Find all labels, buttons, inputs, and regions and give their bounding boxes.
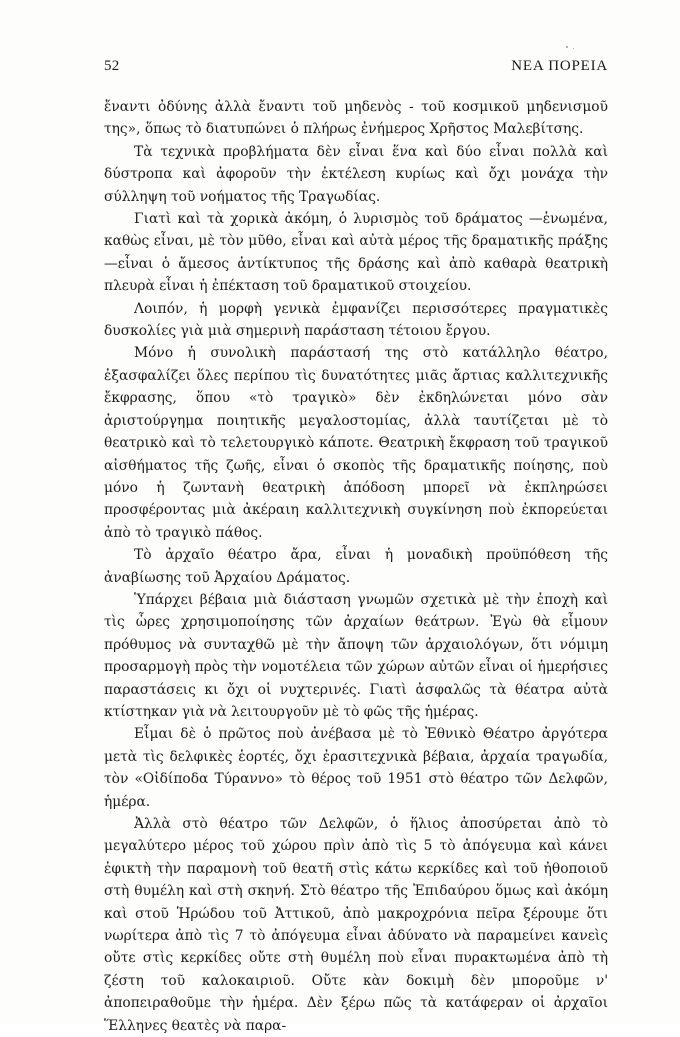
running-title: ΝΕΑ ΠΟΡΕΙΑ — [511, 58, 608, 74]
body-text — [104, 96, 608, 1037]
paragraph: Εἶμαι δὲ ὁ πρῶτος ποὺ ἀνέβασα μὲ τὸ Ἐθνικὸ Θέατρο ἀργότερα μετὰ τὶς δελφικὲς ἑορτές, ὄχι ἐρασιτεχνικὰ βέβαια, ἀρχαία τραγωδία, τὸν «Οἰδίποδα Τύραννο» τὸ θέρος τοῦ 1951 στὸ θέατρο τῶν Δελφῶν, ἡμέρα. — [104, 726, 608, 810]
page-header — [104, 58, 608, 82]
paragraph: Γιατὶ καὶ τὰ χορικὰ ἀκόμη, ὁ λυρισμὸς τοῦ δράματος —ἑνωμένα, καθὼς εἶναι, μὲ τὸν μῦθο, εἶναι καὶ αὐτὰ μέρος τῆς δραματικῆς πράξης —εἶναι ὁ ἄμεσος ἀντίκτυπος τῆς δράσης καὶ ἀπὸ καθαρὰ θεατρικὴ πλευρὰ εἶναι ἡ ἐπέκταση τοῦ δραματικοῦ στοιχείου. — [104, 211, 608, 295]
paragraph: Τὰ τεχνικὰ προβλήματα δὲν εἶναι ἕνα καὶ δύο εἶναι πολλὰ καὶ δύστροπα καὶ ἀφοροῦν τὴν ἐκτέλεση κυρίως καὶ ὄχι μονάχα τὴν σύλληψη τοῦ νοήματος τῆς Τραγωδίας. — [104, 143, 608, 205]
paragraph: ἔναντι ὀδύνης ἀλλὰ ἔναντι τοῦ μηδενὸς - τοῦ κοσμικοῦ μηδενισμοῦ της», ὅπως τὸ διατυπώνει ὁ πλήρως ἐνήμερος Χρῆστος Μαλεβίτσης. — [104, 99, 608, 138]
scan-speck — [573, 48, 574, 49]
scan-speck — [566, 46, 568, 48]
paragraph: Ὑπάρχει βέβαια μιὰ διάσταση γνωμῶν σχετικὰ μὲ τὴν ἐποχὴ καὶ τὶς ὧρες χρησιμοποίησης τῶν ἀρχαίων θεάτρων. Ἐγὼ θὰ εἶμουν πρόθυμος νὰ συνταχθῶ μὲ τὴν ἄποψη τῶν ἀρχαιολόγων, ὅτι νόμιμη προσαρμογὴ πρὸς τὴν νομοτέλεια τῶν χώρων αὐτῶν εἶναι οἱ ἡμερήσιες παραστάσεις κι ὄχι οἱ νυχτερινές. Γιατὶ ἀσφαλῶς τὰ θέατρα αὐτὰ κτίστηκαν γιὰ νὰ λειτουργοῦν μὲ τὸ φῶς τῆς ἡμέρας. — [104, 591, 608, 720]
paragraph: Ἀλλὰ στὸ θέατρο τῶν Δελφῶν, ὁ ἥλιος ἀποσύρεται ἀπὸ τὸ μεγαλύτερο μέρος τοῦ χώρου πρὶν ἀπὸ τὶς 5 τὸ ἀπόγευμα καὶ κάνει ἐφικτὴ τὴν παραμονὴ τοῦ θεατῆ στὶς κάτω κερκίδες καὶ τοῦ ἠθοποιοῦ στὴ θυμέλη καὶ στὴ σκηνή. Στὸ θέατρο τῆς Ἐπιδαύρου ὅμως καὶ ἀκόμη καὶ στοῦ Ἡρώδου τοῦ Ἀττικοῦ, ἀπὸ μακροχρόνια πεῖρα ξέρουμε ὅτι νωρίτερα ἀπὸ τὶς 7 τὸ ἀπόγευμα εἶναι ἀδύνατο νὰ παραμείνει κανεὶς οὔτε στὶς κερκίδες οὔτε στὴ θυμέλη ποὺ εἶναι πυρακτωμένα ἀπὸ τὴ ζέστη τοῦ καλοκαιριοῦ. Οὔτε κὰν δοκιμὴ δὲν μποροῦμε ν' ἀποπειραθοῦμε τὴν ἡμέρα. Δὲν ξέρω πῶς τὰ κατάφεραν οἱ ἀρχαῖοι Ἕλληνες θεατὲς νὰ παρα- — [104, 816, 608, 1034]
paragraph: Μόνο ἡ συνολικὴ παράστασή της στὸ κατάλληλο θέατρο, ἐξασφαλίζει ὅλες περίπου τὶς δυνατότητες μιᾶς ἄρτιας καλλιτεχνικῆς ἔκφρασης, ὅπου «τὸ τραγικὸ» δὲν ἐκδηλώνεται μόνο σὰν ἀριστούργημα ποιητικῆς μεγαλοστομίας, ἀλλὰ ταυτίζεται μὲ τὸ θεατρικὸ καὶ τὸ τελετουργικὸ κάποτε. Θεατρικὴ ἔκφραση τοῦ τραγικοῦ αἰσθήματος τῆς ζωῆς, εἶναι ὁ σκοπὸς τῆς δραματικῆς ποίησης, ποὺ μόνο ἡ ζωντανὴ θεατρικὴ ἀπόδοση μπορεῖ νὰ ἐκπληρώσει προσφέροντας μιὰ ἀκέραιη καλλιτεχνικὴ συγκίνηση ποὺ ἐκπορεύεται ἀπὸ τὸ τραγικὸ πάθος. — [104, 345, 608, 541]
page-number: 52 — [104, 58, 120, 74]
paragraph: Τὸ ἀρχαῖο θέατρο ἄρα, εἶναι ἡ μοναδικὴ προϋπόθεση τῆς ἀναβίωσης τοῦ Ἀρχαίου Δράματος. — [104, 547, 608, 586]
paragraph: Λοιπόν, ἡ μορφὴ γενικὰ ἐμφανίζει περισσότερες πραγματικὲς δυσκολίες γιὰ μιὰ σημερινὴ παράσταση τέτοιου ἔργου. — [104, 300, 608, 340]
